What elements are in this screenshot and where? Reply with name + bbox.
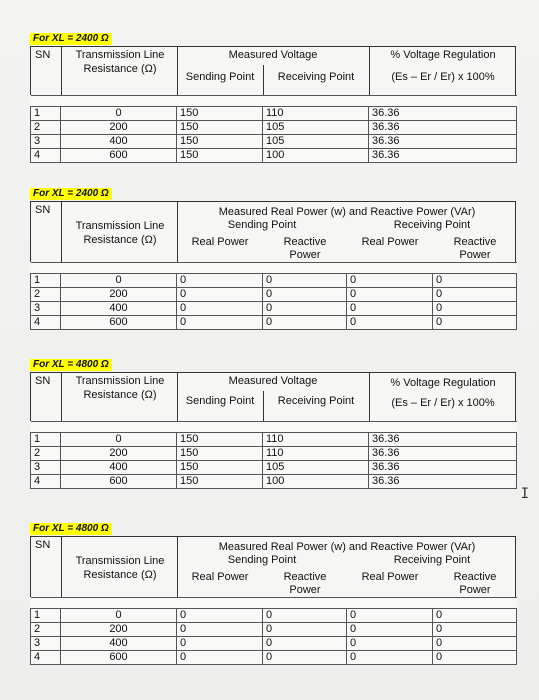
table-row: 1 0 150 110 36.36 [31, 433, 517, 447]
table-title: For XL = 2400 Ω [30, 188, 112, 200]
table-title: For XL = 4800 Ω [30, 359, 112, 371]
receiving-point-header: Receiving Point [393, 554, 471, 566]
voltage-table-xl-4800 [30, 354, 516, 489]
send-real-power-header: Real Power [191, 236, 249, 248]
table-row: 2 200 0 0 0 0 [31, 623, 517, 637]
voltage-regulation-formula: (Es – Er / Er) x 100% [391, 71, 495, 83]
table-row: 4 600 150 100 36.36 [31, 149, 517, 163]
table-row: 4 600 150 100 36.36 [31, 475, 517, 489]
table-row: 1 0 0 0 0 0 [31, 274, 517, 288]
recv-reactive-power-header: Reactive [453, 571, 497, 583]
table-header: SN Transmission Line Resistance (Ω) Measured Real Power (w) and Reactive Power (VAr) Sending Point Receiving Point Real Power Reactive Power Real Power Reactive Power [30, 201, 516, 262]
table-row: 1 0 150 110 36.36 [31, 107, 517, 121]
measured-voltage-header: Measured Voltage [228, 375, 318, 387]
table-row: 2 200 150 110 36.36 [31, 447, 517, 461]
power-data-grid [30, 262, 517, 330]
resistance-header-unit: Resistance (Ω) [83, 389, 157, 401]
voltage-regulation-formula: (Es – Er / Er) x 100% [391, 397, 495, 409]
power-header: Measured Real Power (w) and Reactive Power (VAr) [218, 206, 476, 218]
table-header [30, 372, 516, 421]
sn-header: SN [35, 375, 51, 387]
send-reactive-power-header: Reactive [283, 571, 327, 583]
resistance-header: Transmission Line [75, 375, 165, 387]
send-real-power-header: Real Power [191, 571, 249, 583]
send-reactive-power-header: Reactive [283, 236, 327, 248]
power-table-xl-4800 [30, 518, 516, 665]
table-header: SN Transmission Line Resistance (Ω) Measured Real Power (w) and Reactive Power (VAr) Sending Point Receiving Point Real Power Reactive Power Real Power Reactive Power [30, 536, 516, 597]
resistance-header: Transmission Line [75, 49, 165, 61]
table-row: 3 400 150 105 36.36 [31, 135, 517, 149]
table-title: For XL = 4800 Ω [30, 523, 112, 535]
table-row: 1 0 0 0 0 0 [31, 609, 517, 623]
table-row: 2 200 0 0 0 0 [31, 288, 517, 302]
voltage-regulation-header: % Voltage Regulation [390, 377, 496, 389]
table-row: 3 400 150 105 36.36 [31, 461, 517, 475]
sending-point-header: Sending Point [227, 219, 297, 231]
resistance-header: Transmission Line [75, 220, 165, 232]
recv-real-power-header: Real Power [361, 236, 419, 248]
sn-header: SN [35, 539, 51, 551]
measured-voltage-header: Measured Voltage [228, 49, 318, 61]
power-table-xl-2400 [30, 183, 516, 330]
power-header: Measured Real Power (w) and Reactive Power (VAr) [218, 541, 476, 553]
resistance-header: Transmission Line [75, 555, 165, 567]
receiving-point-header: Receiving Point [277, 395, 355, 407]
table-title: For XL = 2400 Ω [30, 33, 112, 45]
table-row: 4 600 0 0 0 0 [31, 651, 517, 665]
text-cursor-icon: I [520, 486, 529, 502]
sending-point-header: Sending Point [185, 395, 255, 407]
sn-header: SN [35, 49, 51, 61]
table-header [30, 46, 516, 95]
resistance-header-unit: Resistance (Ω) [83, 234, 157, 246]
table-row: 3 400 0 0 0 0 [31, 302, 517, 316]
receiving-point-header: Receiving Point [393, 219, 471, 231]
recv-real-power-header: Real Power [361, 571, 419, 583]
sn-header: SN [35, 204, 51, 216]
table-row: 2 200 150 105 36.36 [31, 121, 517, 135]
table-row: 3 400 0 0 0 0 [31, 637, 517, 651]
voltage-regulation-header: % Voltage Regulation [390, 49, 496, 61]
sending-point-header: Sending Point [227, 554, 297, 566]
voltage-table-xl-2400 [30, 28, 516, 163]
sending-point-header: Sending Point [185, 71, 255, 83]
power-data-grid [30, 597, 517, 665]
receiving-point-header: Receiving Point [277, 71, 355, 83]
voltage-data-grid [30, 421, 517, 489]
recv-reactive-power-header: Reactive [453, 236, 497, 248]
table-row: 4 600 0 0 0 0 [31, 316, 517, 330]
voltage-data-grid [30, 95, 517, 163]
resistance-header-unit: Resistance (Ω) [83, 63, 157, 75]
resistance-header-unit: Resistance (Ω) [83, 569, 157, 581]
